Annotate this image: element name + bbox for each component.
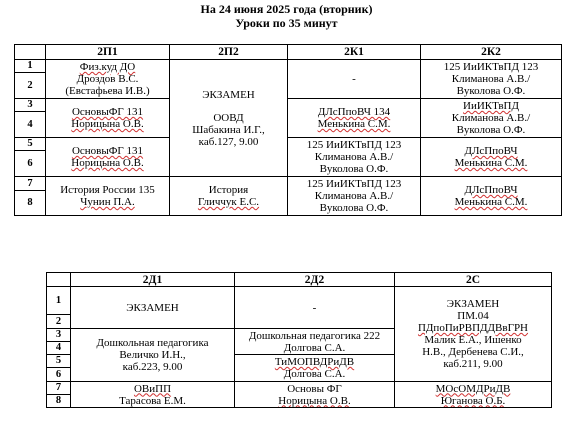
cell-2d1-lessons-7-8	[71, 382, 235, 408]
cell-2s-lessons-7-8	[395, 382, 552, 408]
exam-label: ЭКЗАМЕН	[126, 301, 179, 314]
page-title: На 24 июня 2025 года (вторник)	[200, 2, 373, 16]
lesson-number: 7	[47, 382, 71, 395]
teachers-cont: Н.В., Дербенева С.И.,	[422, 346, 524, 358]
subject: ОВиПП	[133, 382, 172, 395]
cell-2k2-lessons-1-2	[421, 60, 562, 99]
subject: ПДпоПиРВПДДВвГРН	[417, 322, 529, 334]
room-time: каб.211, 9.00	[443, 358, 503, 370]
cell-2d1-lessons-3-6	[71, 329, 235, 382]
cell-2k2-lessons-5-6	[421, 138, 562, 177]
subject: 125 ИиИКТвПД 123	[443, 61, 539, 73]
subject: ОсновыФГ 131	[71, 145, 144, 157]
teacher: Норицына О.В.	[71, 157, 144, 169]
subject: Дошкольная педагогика 222	[248, 329, 381, 342]
lesson-number: 5	[15, 138, 46, 151]
group-header-2d1: 2Д1	[71, 273, 235, 287]
subject: ДЛсПпоВЧ	[464, 184, 518, 196]
lesson-number: 6	[47, 368, 71, 382]
cell-2k2-lessons-7-8	[421, 177, 562, 216]
cell-2k1-lessons-5-6	[288, 138, 421, 177]
group-header-2p1: 2П1	[46, 45, 170, 60]
subject: История России 135	[60, 184, 155, 196]
teacher: Дроздов В.С.	[76, 73, 139, 85]
teacher-alt: (Евстафьева И.В.)	[65, 85, 150, 97]
schedule-table-1	[14, 44, 562, 216]
subject: 125 ИиИКТвПД 123	[306, 178, 402, 190]
group-header-2k1: 2К1	[288, 45, 421, 60]
exam-label: ЭКЗАМЕН	[446, 298, 500, 310]
cell-2d2-lessons-5-6	[235, 355, 395, 382]
room-time: каб.223, 9.00	[122, 361, 183, 373]
cell-2k1-lessons-3-4	[288, 99, 421, 138]
subject: МОсОМДРиДВ	[435, 382, 511, 395]
subject: ОсновыФГ 131	[71, 106, 144, 118]
lesson-number: 7	[15, 177, 46, 191]
teacher: Климанова А.В./	[314, 190, 394, 202]
group-header-2d2: 2Д2	[235, 273, 395, 287]
lesson-number: 5	[47, 355, 71, 368]
cell-2p1-lessons-3-4	[46, 99, 170, 138]
subject: 125 ИиИКТвПД 123	[306, 139, 402, 151]
group-header-2s: 2С	[395, 273, 552, 287]
subject: ТиМОПВДРиДВ	[274, 356, 355, 368]
cell-2k1-lessons-7-8	[288, 177, 421, 216]
teacher: Шабакина И.Г.,	[192, 123, 265, 136]
lesson-number: 3	[15, 99, 46, 112]
schedule-table-2	[46, 272, 552, 408]
teacher: Тарасова Е.М.	[119, 394, 186, 407]
teacher-alt: Вуколова О.Ф.	[456, 85, 526, 97]
subject: Дошкольная педагогика	[96, 337, 209, 349]
cell-2p2-lessons-7-8	[170, 177, 288, 216]
subject: Физ.куд ДО	[79, 61, 136, 73]
page-subtitle: Уроки по 35 минут	[235, 16, 338, 30]
teacher: Чунин П.А.	[80, 196, 135, 208]
empty-dash: -	[352, 73, 356, 85]
subject: История	[208, 184, 249, 196]
lesson-number: 4	[47, 342, 71, 355]
room-time: каб.127, 9.00	[198, 135, 259, 148]
cell-2p1-lessons-7-8	[46, 177, 170, 216]
teacher-alt: Вуколова О.Ф.	[456, 124, 526, 136]
subject: Основы ФГ	[287, 382, 342, 395]
corner-cell	[47, 273, 71, 287]
group-header-2k2: 2К2	[421, 45, 562, 60]
teacher-alt: Вуколова О.Ф.	[319, 202, 389, 214]
teacher: Величко И.Н.,	[119, 349, 186, 361]
teacher-alt: Вуколова О.Ф.	[319, 163, 389, 175]
lesson-number: 6	[15, 151, 46, 177]
cell-2d2-lessons-7-8	[235, 382, 395, 408]
cell-2d2-lessons-3-4	[235, 329, 395, 355]
lesson-number: 1	[15, 60, 46, 73]
cell-2s-lessons-1-6	[395, 287, 552, 382]
exam-label: ЭКЗАМЕН	[202, 88, 255, 101]
lesson-number: 2	[15, 73, 46, 99]
teacher: Долгова С.А.	[283, 368, 346, 380]
subject: ДЛсПпоВЧ	[464, 145, 518, 157]
cell-2d1-lessons-1-2	[71, 287, 235, 329]
subject: ООВД	[213, 111, 244, 124]
empty-dash: -	[312, 301, 317, 314]
teacher: Менькина С.М.	[454, 157, 528, 169]
teacher: Менькина С.М.	[454, 196, 528, 208]
cell-2k2-lessons-3-4	[421, 99, 562, 138]
teacher: Гличчук Е.С.	[197, 196, 260, 208]
teacher: Менькина С.М.	[317, 118, 391, 130]
lesson-number: 3	[47, 329, 71, 342]
teacher: Юганова О.Б.	[440, 394, 506, 407]
teacher: Долгова С.А.	[283, 341, 346, 354]
teacher: Климанова А.В./	[451, 112, 531, 124]
lesson-number: 2	[47, 315, 71, 329]
teacher: Климанова А.В./	[314, 151, 394, 163]
teacher: Климанова А.В./	[451, 73, 531, 85]
lesson-number: 8	[47, 395, 71, 408]
cell-2d2-lessons-1-2	[235, 287, 395, 329]
teacher: Норицына О.В.	[278, 394, 351, 407]
teacher: Норицына О.В.	[71, 118, 144, 130]
module-code: ПМ.04	[457, 310, 489, 322]
cell-2p2-lessons-1-6	[170, 60, 288, 177]
group-header-2p2: 2П2	[170, 45, 288, 60]
lesson-number: 4	[15, 112, 46, 138]
cell-2p1-lessons-5-6	[46, 138, 170, 177]
cell-2k1-lessons-1-2	[288, 60, 421, 99]
cell-2p1-lessons-1-2	[46, 60, 170, 99]
teachers: Малик Е.А., Ишенко	[424, 334, 522, 346]
subject: ДЛсПпоВЧ 134	[317, 106, 391, 118]
lesson-number: 1	[47, 287, 71, 315]
subject: ИиИКТвПД	[463, 100, 519, 112]
lesson-number: 8	[15, 191, 46, 216]
corner-cell	[15, 45, 46, 60]
